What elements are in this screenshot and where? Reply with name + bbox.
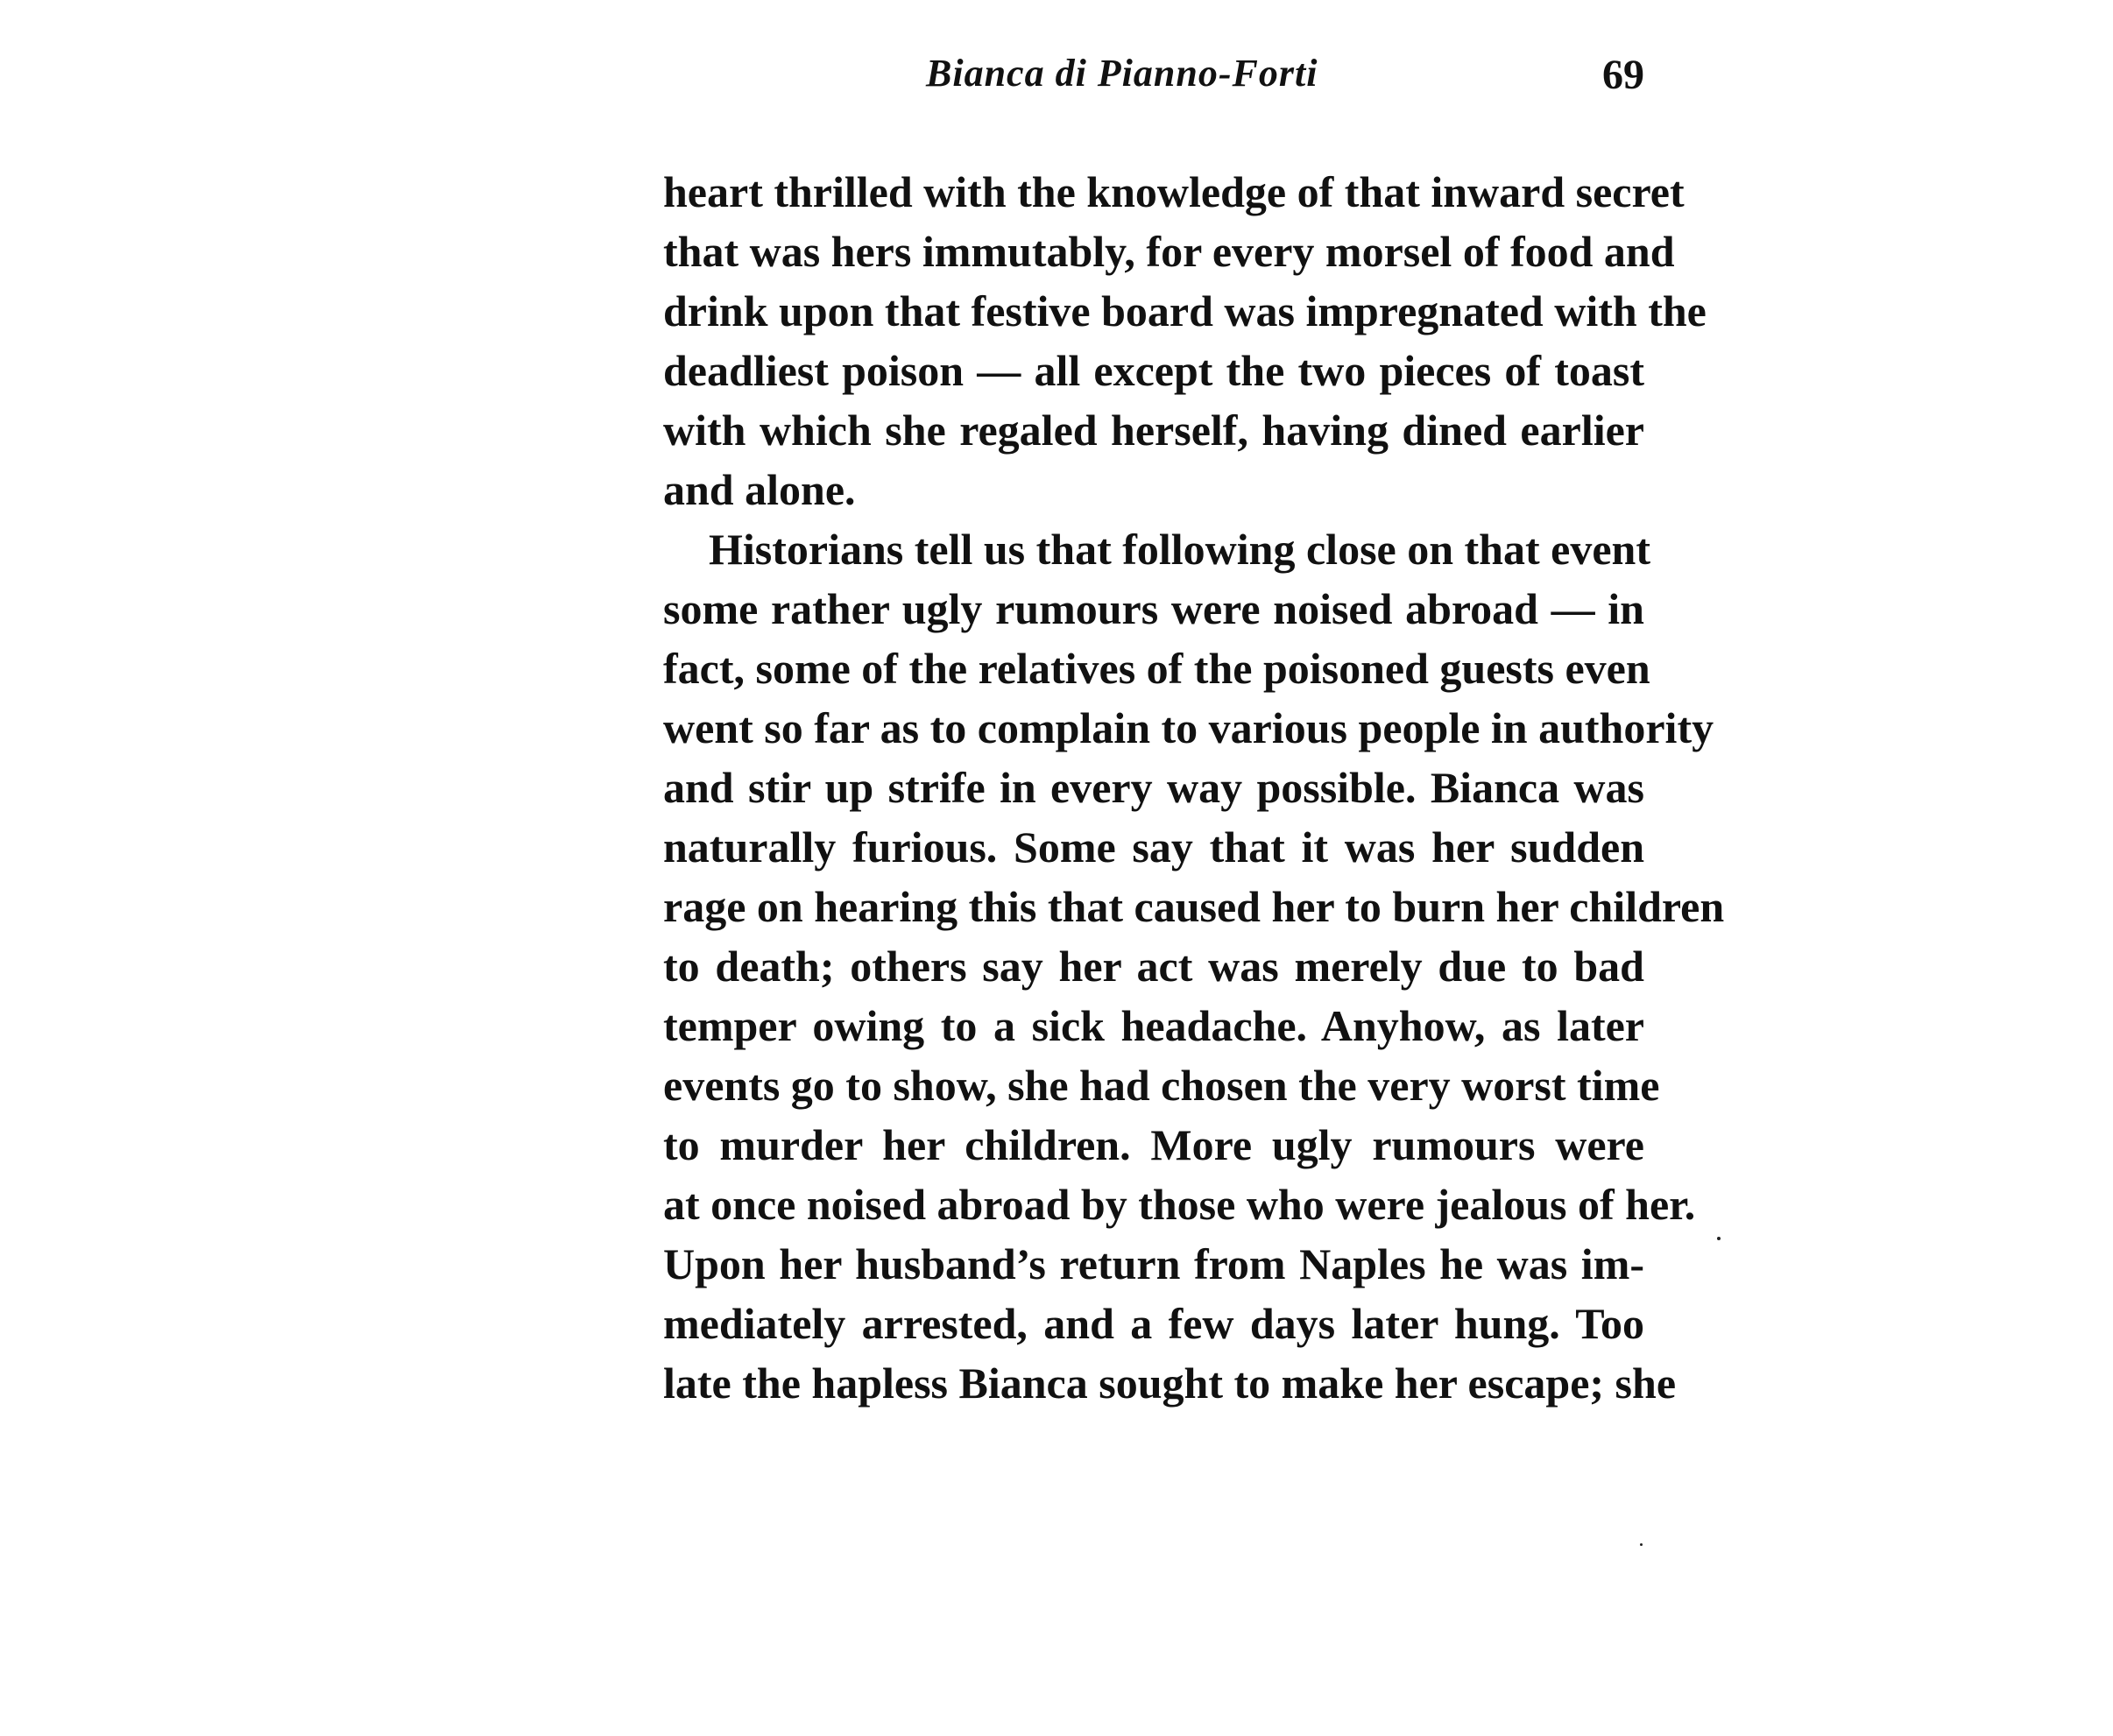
text-line: some rather ugly rumours were noised abroad — in [663, 584, 1644, 633]
running-title: Bianca di Pianno-Forti [926, 52, 1318, 95]
scan-speck [1640, 1543, 1643, 1546]
scan-speck [1717, 1237, 1721, 1240]
text-line: and stir up strife in every way possible. Bianca was [663, 763, 1644, 812]
body-text [663, 162, 1725, 1413]
text-line: went so far as to complain to various people in authority [663, 703, 1714, 752]
running-head [663, 44, 1644, 114]
text-line: events go to show, she had chosen the very worst time [663, 1061, 1660, 1110]
text-line: Upon her husband’s return from Naples he was im- [663, 1239, 1644, 1288]
text-line: with which she regaled herself, having dined earlier [663, 406, 1644, 455]
text-line: and alone. [663, 465, 856, 514]
text-line: drink upon that festive board was impregnated with the [663, 286, 1707, 335]
text-line: to murder her children. More ugly rumours were [663, 1120, 1644, 1169]
text-line: naturally furious. Some say that it was her sudden [663, 822, 1644, 872]
text-line: rage on hearing this that caused her to burn her children [663, 882, 1725, 931]
text-line: Historians tell us that following close on that event [709, 525, 1650, 574]
paragraph-1 [663, 162, 1707, 519]
text-line: heart thrilled with the knowledge of that inward secret [663, 167, 1685, 216]
page-number: 69 [1602, 52, 1644, 98]
paragraph-2 [663, 519, 1725, 1413]
text-line: at once noised abroad by those who were jealous of her. [663, 1180, 1696, 1229]
text-line: that was hers immutably, for every morsel of food and [663, 227, 1675, 276]
text-line: fact, some of the relatives of the poisoned guests even [663, 644, 1650, 693]
book-page [663, 44, 1725, 1413]
text-line: deadliest poison — all except the two pieces of toast [663, 346, 1644, 395]
text-line: to death; others say her act was merely due to bad [663, 942, 1644, 991]
text-line: mediately arrested, and a few days later hung. Too [663, 1299, 1644, 1348]
text-line: temper owing to a sick headache. Anyhow, as later [663, 1001, 1644, 1050]
text-line: late the hapless Bianca sought to make her escape; she [663, 1358, 1677, 1408]
